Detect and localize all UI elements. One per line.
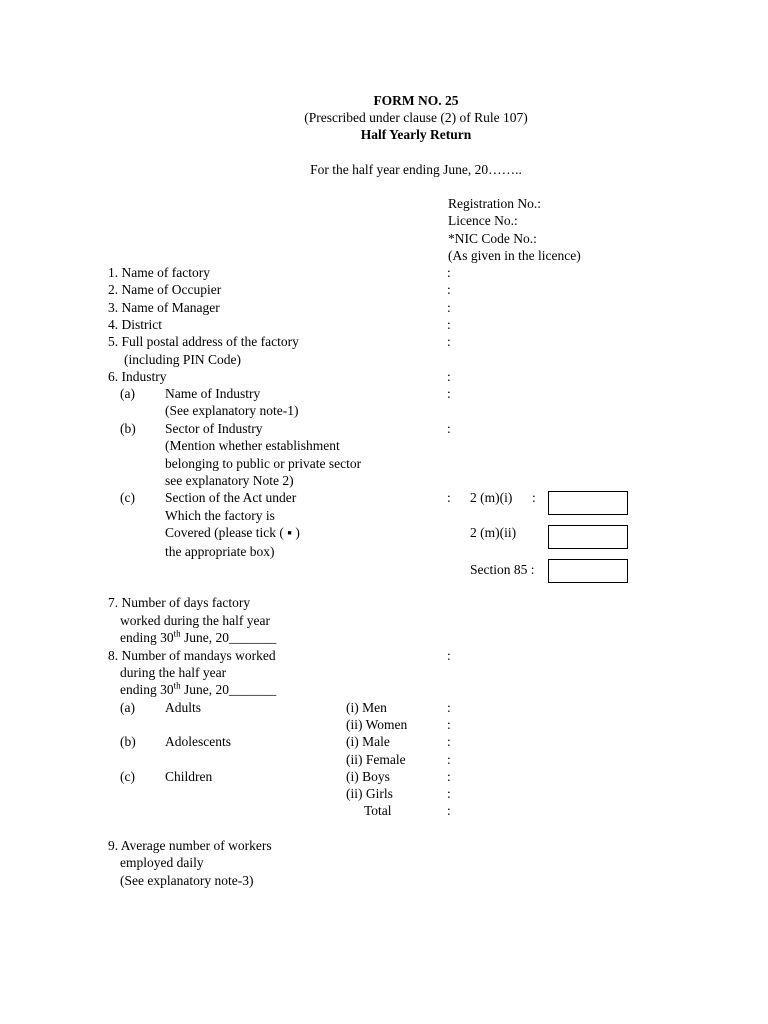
item-2-name-of-occupier: 2. Name of Occupier: [108, 282, 222, 297]
item-6a-note: (See explanatory note-1): [165, 403, 299, 418]
colon: :: [447, 786, 451, 801]
nic-code-label: *NIC Code No.:: [448, 231, 537, 246]
option-2-m-ii-checkbox[interactable]: [548, 525, 628, 549]
option-2-m-i-label: 2 (m)(i): [470, 490, 513, 505]
item-6c-label: (c): [120, 490, 135, 505]
item-8a-women: (ii) Women: [346, 717, 408, 732]
item-8-mandays-worked: 8. Number of mandays worked: [108, 648, 276, 663]
item-8c-boys: (i) Boys: [346, 769, 390, 784]
item-6c-line-3: Covered (please tick ( ▪ ): [165, 525, 300, 540]
item-8a-adults: Adults: [165, 700, 202, 715]
registration-label: Registration No.:: [448, 196, 541, 211]
colon: :: [447, 648, 451, 663]
item-8a-label: (a): [120, 700, 135, 715]
item-6b-note-line-1: (Mention whether establishment: [165, 438, 340, 453]
colon: :: [447, 282, 451, 297]
colon: :: [447, 317, 451, 332]
item-3-name-of-manager: 3. Name of Manager: [108, 300, 220, 315]
item-6c-line-2: Which the factory is: [165, 508, 275, 523]
prescribed-note: (Prescribed under clause (2) of Rule 107): [304, 110, 528, 125]
item-7-days-worked: 7. Number of days factory: [108, 595, 251, 610]
item-7-line-2: worked during the half year: [120, 613, 270, 628]
licence-label: Licence No.:: [448, 213, 518, 228]
item-8-line-2: during the half year: [120, 665, 227, 680]
colon: :: [447, 369, 451, 384]
colon: :: [447, 421, 451, 436]
item-6a-label: (a): [120, 386, 135, 401]
item-8c-label: (c): [120, 769, 135, 784]
colon: :: [447, 265, 451, 280]
item-5-postal-address: 5. Full postal address of the factory: [108, 334, 299, 349]
option-section-85-label: Section 85 :: [470, 562, 535, 577]
item-6c-section: Section of the Act under: [165, 490, 297, 505]
item-9-note: (See explanatory note-3): [120, 873, 254, 888]
item-8c-children: Children: [165, 769, 213, 784]
nic-code-note: (As given in the licence): [448, 248, 581, 263]
form-number: FORM NO. 25: [373, 93, 459, 108]
colon: :: [447, 734, 451, 749]
item-4-district: 4. District: [108, 317, 162, 332]
item-1-name-of-factory: 1. Name of factory: [108, 265, 210, 280]
item-8c-girls: (ii) Girls: [346, 786, 393, 801]
item-8b-adolescents: Adolescents: [165, 734, 231, 749]
item-8a-men: (i) Men: [346, 700, 387, 715]
item-8-line-3: ending 30th June, 20_______: [120, 680, 277, 697]
item-5-pin-note: (including PIN Code): [124, 352, 241, 367]
colon: :: [447, 334, 451, 349]
item-6a-name-of-industry: Name of Industry: [165, 386, 261, 401]
item-6b-note-line-2: belonging to public or private sector: [165, 456, 362, 471]
colon: :: [447, 490, 451, 505]
colon: :: [447, 769, 451, 784]
item-8b-male: (i) Male: [346, 734, 390, 749]
item-8b-female: (ii) Female: [346, 752, 406, 767]
colon: :: [447, 386, 451, 401]
item-8-total: Total: [364, 803, 392, 818]
item-9-average-workers: 9. Average number of workers: [108, 838, 272, 853]
option-section-85-checkbox[interactable]: [548, 559, 628, 583]
item-8b-label: (b): [120, 734, 136, 749]
colon: :: [447, 752, 451, 767]
colon: :: [447, 300, 451, 315]
item-9-line-2: employed daily: [120, 855, 204, 870]
item-6c-line-4: the appropriate box): [165, 544, 275, 559]
half-year-period: For the half year ending June, 20……..: [310, 162, 522, 177]
colon: :: [447, 803, 451, 818]
item-6-industry: 6. Industry: [108, 369, 167, 384]
item-6b-label: (b): [120, 421, 136, 436]
colon: :: [532, 490, 536, 505]
option-2-m-i-checkbox[interactable]: [548, 491, 628, 515]
colon: :: [447, 700, 451, 715]
option-2-m-ii-label: 2 (m)(ii): [470, 525, 517, 540]
colon: :: [447, 717, 451, 732]
item-6b-note-line-3: see explanatory Note 2): [165, 473, 294, 488]
form-title: Half Yearly Return: [360, 127, 472, 142]
item-6b-sector: Sector of Industry: [165, 421, 263, 436]
item-7-line-3: ending 30th June, 20_______: [120, 628, 277, 645]
